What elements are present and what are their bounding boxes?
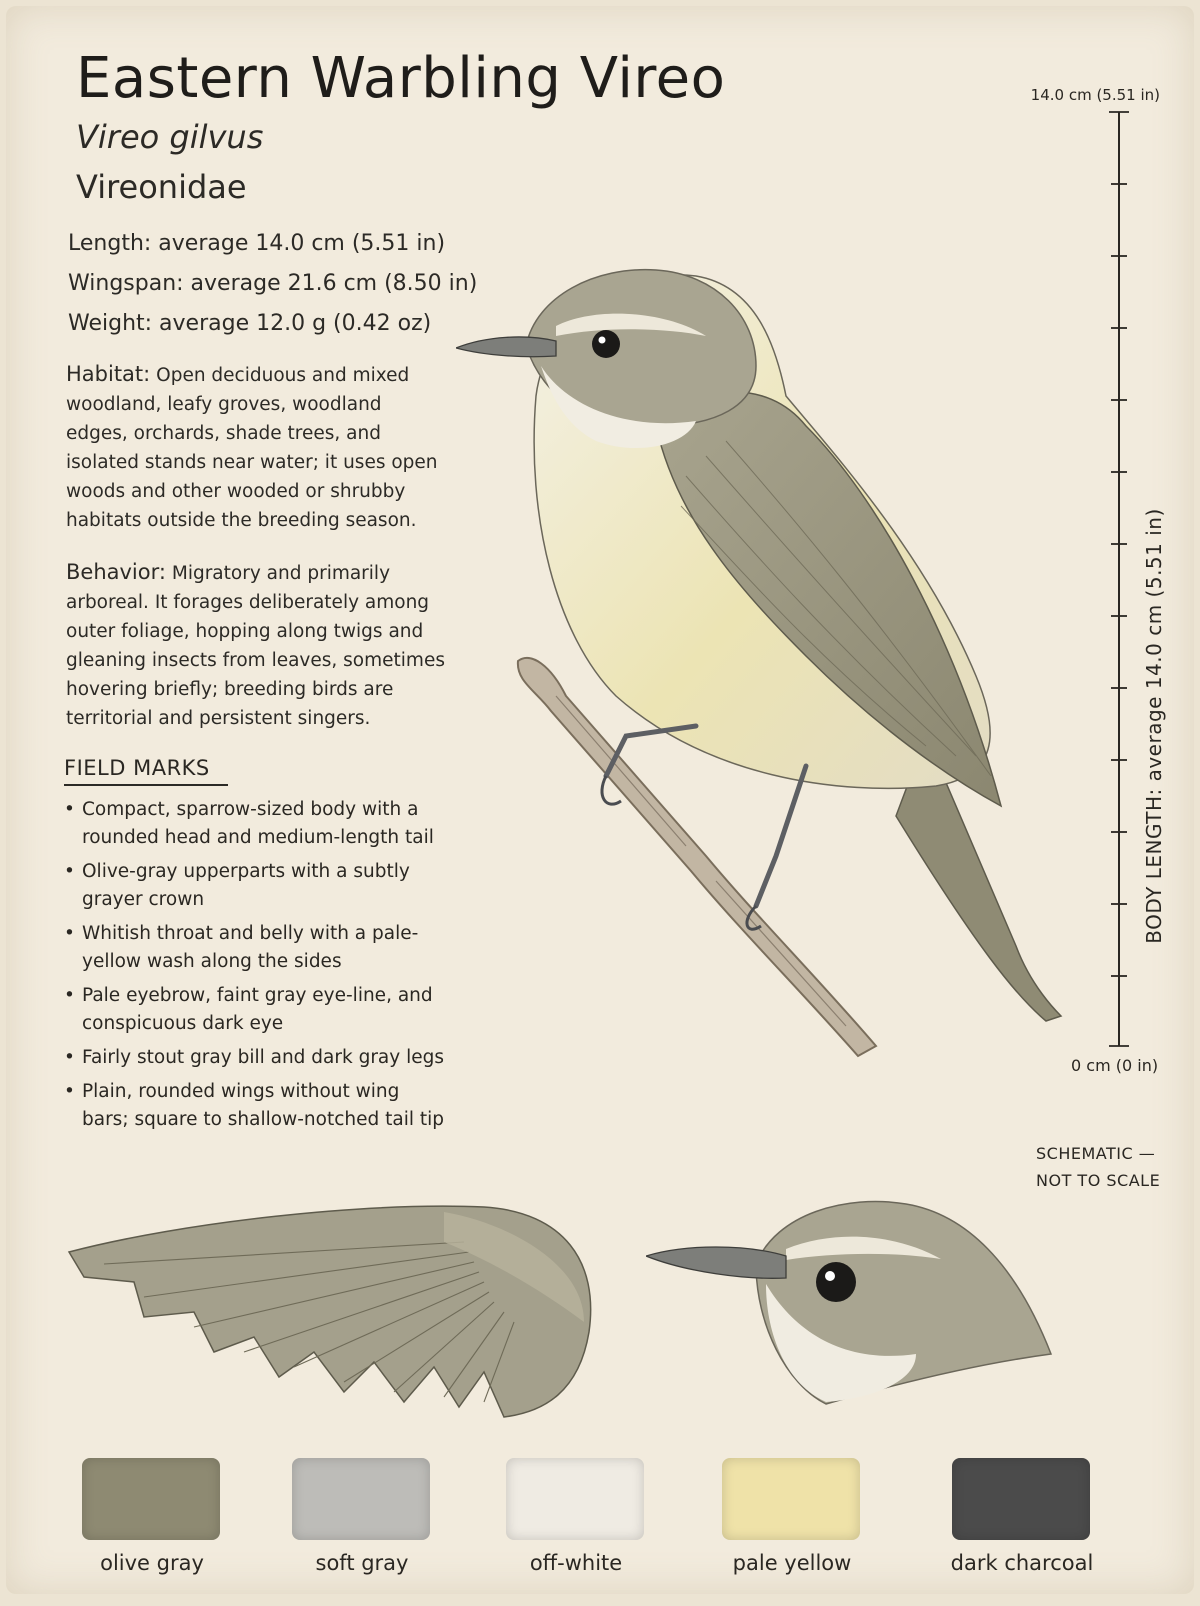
scale-bottom-label: 0 cm (0 in) xyxy=(1071,1056,1159,1075)
swatch-label: soft gray xyxy=(315,1551,409,1575)
weight-measure: Weight: average 12.0 g (0.42 oz) xyxy=(68,311,432,336)
scale-bar xyxy=(1104,106,1134,1056)
schematic-note-line1: SCHEMATIC — xyxy=(1036,1144,1156,1163)
field-marks-list xyxy=(64,796,444,1140)
scale-axis-label: BODY LENGTH: average 14.0 cm (5.51 in) xyxy=(1142,508,1166,944)
field-mark-item: • Plain, rounded wings without wing bars; square to shallow-notched tail tip xyxy=(64,1078,444,1134)
swatch-dark-charcoal xyxy=(952,1458,1090,1540)
swatch-label: off-white xyxy=(529,1551,623,1575)
field-mark-item: • Olive-gray upperparts with a subtly grayer crown xyxy=(64,858,444,914)
head-illustration xyxy=(646,1194,1056,1424)
behavior-section xyxy=(66,558,446,733)
page-title: Eastern Warbling Vireo xyxy=(76,46,726,111)
field-mark-item: • Whitish throat and belly with a pale-yellow wash along the sides xyxy=(64,920,444,976)
length-measure: Length: average 14.0 cm (5.51 in) xyxy=(68,231,446,256)
swatch-pale-yellow xyxy=(722,1458,860,1540)
schematic-note-line2: NOT TO SCALE xyxy=(1036,1171,1161,1190)
swatch-soft-gray xyxy=(292,1458,430,1540)
habitat-section xyxy=(66,360,446,535)
field-marks-heading: FIELD MARKS xyxy=(64,756,228,786)
habitat-text: Open deciduous and mixed woodland, leafy groves, woodland edges, orchards, shade trees, and isolated stands near water; it uses open woods and other wooded or shrubby habitats outside the breeding season. xyxy=(66,365,438,531)
field-guide-page xyxy=(6,6,1194,1594)
behavior-label: Behavior: xyxy=(66,560,166,584)
swatch-label: dark charcoal xyxy=(950,1551,1094,1575)
bird-illustration xyxy=(456,256,1096,1066)
wing-illustration xyxy=(64,1202,604,1422)
habitat-label: Habitat: xyxy=(66,362,151,386)
wingspan-measure: Wingspan: average 21.6 cm (8.50 in) xyxy=(68,271,478,296)
swatch-label: pale yellow xyxy=(732,1551,852,1575)
family-name: Vireonidae xyxy=(76,168,247,206)
schematic-note xyxy=(1036,1140,1160,1194)
measurements xyxy=(68,224,477,344)
behavior-text: Migratory and primarily arboreal. It forages deliberately among outer foliage, hopping along twigs and gleaning insects from leaves, sometimes hovering briefly; breeding birds are territorial and persistent singers. xyxy=(66,563,445,729)
scientific-name: Vireo gilvus xyxy=(76,118,264,156)
scale-top-label: 14.0 cm (5.51 in) xyxy=(1030,86,1160,104)
swatch-olive-gray xyxy=(82,1458,220,1540)
swatch-label: olive gray xyxy=(100,1551,204,1575)
field-mark-item: • Compact, sparrow-sized body with a rounded head and medium-length tail xyxy=(64,796,444,852)
field-mark-item: • Pale eyebrow, faint gray eye-line, and conspicuous dark eye xyxy=(64,982,444,1038)
swatch-off-white xyxy=(506,1458,644,1540)
field-mark-item: • Fairly stout gray bill and dark gray legs xyxy=(64,1044,444,1072)
